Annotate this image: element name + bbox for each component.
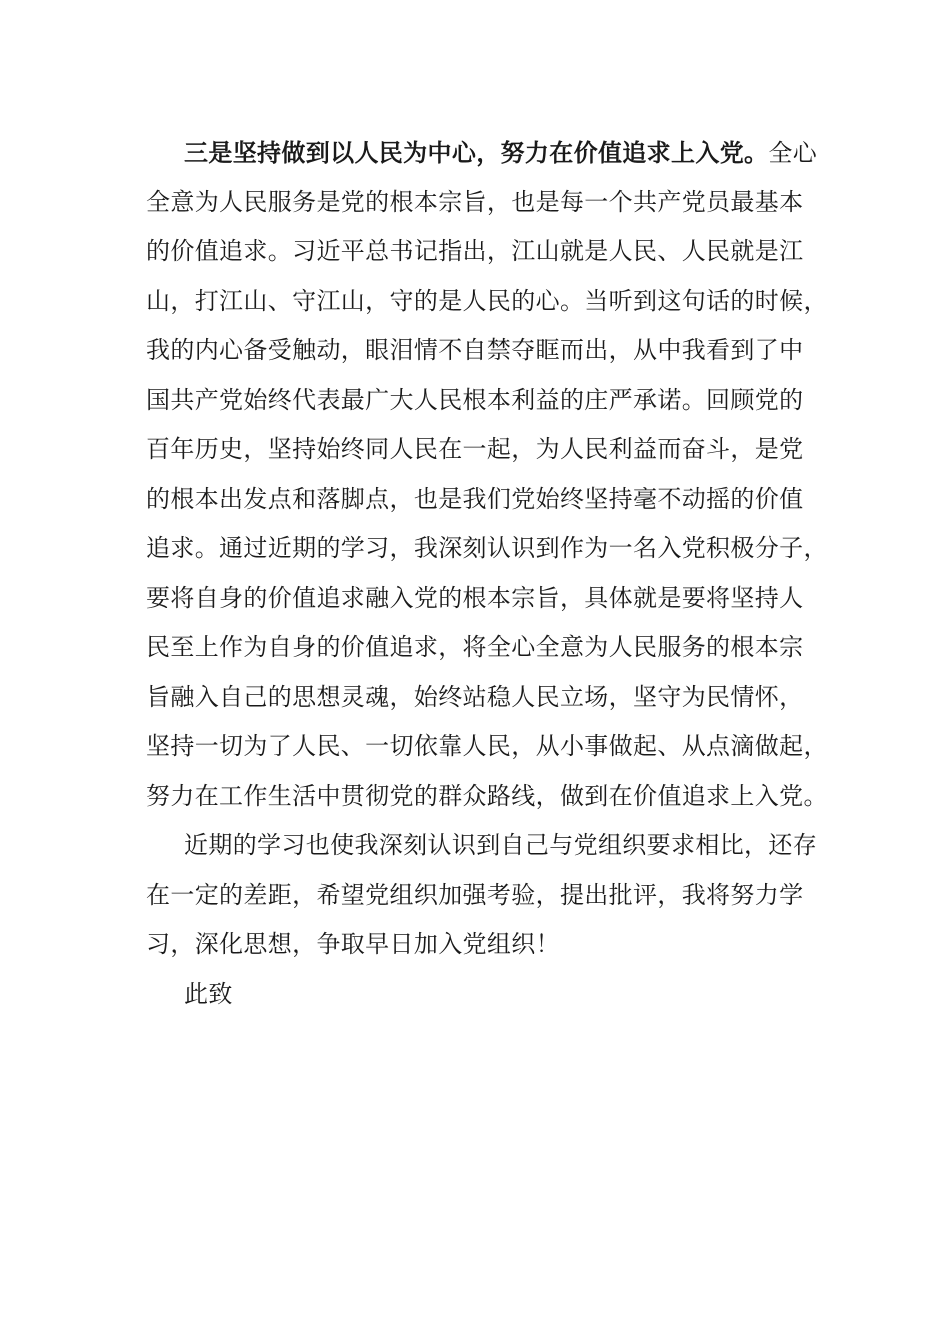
paragraph-1-line-5: 我的内心备受触动，眼泪情不自禁夺眶而出，从中我看到了中 [146,336,804,364]
paragraph-1-line-1 [146,128,818,178]
line-text: 全心 [768,139,818,167]
paragraph-1-line-4: 山，打江山、守江山，守的是人民的心。当听到这句话的时候， [146,286,828,315]
paragraph-1-line-14: 努力在工作生活中贯彻党的群众路线，做到在价值追求上入党。 [146,781,828,810]
paragraph-1-line-3: 的价值追求。习近平总书记指出，江山就是人民、人民就是江 [146,237,804,265]
paragraph-1-line-2: 全意为人民服务是党的根本宗旨，也是每一个共产党员最基本 [146,187,804,216]
paragraph-2-line-2: 在一定的差距，希望党组织加强考验，提出批评，我将努力学 [146,880,804,909]
paragraph-1-line-8: 的根本出发点和落脚点，也是我们党始终坚持毫不动摇的价值 [146,484,804,513]
section-heading: 三是坚持做到以人民为中心，努力在价值追求上入党。 [184,138,769,167]
paragraph-1-line-11: 民至上作为自身的价值追求，将全心全意为人民服务的根本宗 [146,633,804,661]
paragraph-2-line-3: 习，深化思想，争取早日加入党组织！ [146,930,560,958]
paragraph-1-line-6: 国共产党始终代表最广大人民根本利益的庄严承诺。回顾党的 [146,385,804,414]
paragraph-1-line-7: 百年历史，坚持始终同人民在一起，为人民利益而奋斗，是党 [146,435,804,463]
body-text [146,128,828,1019]
paragraph-1-line-13: 坚持一切为了人民、一切依靠人民，从小事做起、从点滴做起， [146,732,828,760]
paragraph-1-line-9: 追求。通过近期的学习，我深刻认识到作为一名入党积极分子， [146,534,828,562]
paragraph-1-line-12: 旨融入自己的思想灵魂，始终站稳人民立场，坚守为民情怀， [146,682,804,711]
paragraph-2-line-1: 近期的学习也使我深刻认识到自己与党组织要求相比，还存 [184,831,818,859]
closing-salutation: 此致 [184,979,233,1008]
paragraph-1-line-10: 要将自身的价值追求融入党的根本宗旨，具体就是要将坚持人 [146,583,804,612]
